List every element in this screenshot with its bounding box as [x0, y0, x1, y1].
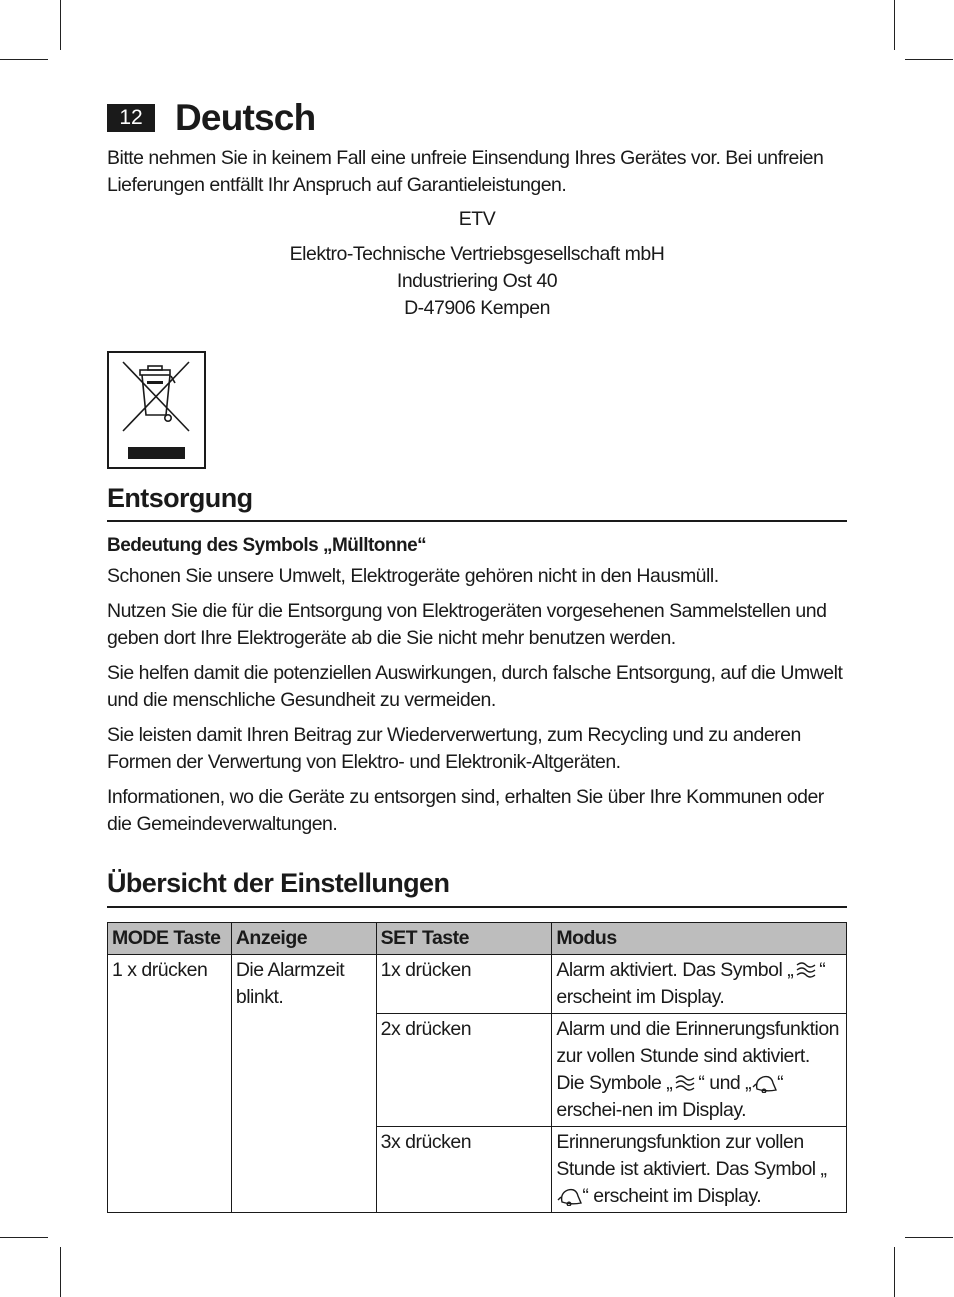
page-number: 12: [107, 104, 155, 132]
settings-heading: Übersicht der Einstellungen: [107, 868, 450, 898]
crop-mark: [60, 0, 61, 50]
divider: [107, 906, 847, 908]
crop-mark: [905, 59, 953, 60]
bell-icon: [751, 1073, 777, 1093]
mode-cell: [552, 1127, 847, 1213]
crop-mark: [894, 0, 895, 50]
disposal-heading: Entsorgung: [107, 483, 253, 513]
table-row: [108, 955, 847, 1014]
display-cell: Die Alarmzeit blinkt.: [231, 955, 376, 1213]
weee-symbol: [107, 351, 206, 469]
company-street: Industriering Ost 40: [396, 270, 558, 292]
column-header: Modus: [552, 923, 847, 955]
mode-text: “ und „: [698, 1072, 752, 1094]
mode-text: Alarm und die Erinnerungsfunktion zur vollen Stunde sind aktiviert. Die Symbole „: [556, 1018, 840, 1094]
warranty-notice: Bitte nehmen Sie in keinem Fall eine unfreie Einsendung Ihres Gerätes vor. Bei unfreien Lieferungen entfällt Ihr Anspruch auf Garantieleistungen.: [107, 147, 824, 196]
mode-text: “ erscheint im Display.: [582, 1185, 762, 1207]
company-name: Elektro-Technische Vertriebsgesellschaft mbH: [289, 243, 665, 265]
alarm-waves-icon: [672, 1073, 698, 1093]
set-press-cell: 2x drücken: [376, 1014, 552, 1127]
disposal-text: [107, 563, 849, 846]
crop-mark: [0, 59, 48, 60]
paragraph: Schonen Sie unsere Umwelt, Elektrogeräte gehören nicht in den Hausmüll.: [107, 565, 719, 587]
table-header-row: [108, 923, 847, 955]
mode-text: Alarm aktiviert. Das Symbol „: [556, 959, 794, 981]
paragraph: Sie leisten damit Ihren Beitrag zur Wiederverwertung, zum Recycling und zu anderen Formen der Verwertung von Elektro- und Elektronik-Altgeräten.: [107, 724, 801, 773]
crossed-out-wheelie-bin-icon: [109, 353, 204, 467]
paragraph: Informationen, wo die Geräte zu entsorgen sind, erhalten Sie über Ihre Kommunen oder die Gemeindeverwaltungen.: [107, 786, 824, 835]
column-header: SET Taste: [376, 923, 552, 955]
crop-mark: [894, 1247, 895, 1297]
divider: [107, 520, 847, 522]
crop-mark: [0, 1237, 48, 1238]
column-header: MODE Taste: [108, 923, 232, 955]
disposal-subheading: Bedeutung des Symbols „Mülltonne“: [107, 535, 427, 556]
mode-text: “ erscheint im Display.: [556, 959, 826, 1008]
crop-mark: [60, 1247, 61, 1297]
mode-text: “ erschei-nen im Display.: [556, 1072, 784, 1121]
settings-table: [107, 922, 847, 1213]
set-press-cell: 3x drücken: [376, 1127, 552, 1213]
paragraph: Sie helfen damit die potenziellen Auswirkungen, durch falsche Entsorgung, auf die Umwelt und die menschliche Gesundheit zu vermeiden.: [107, 662, 843, 711]
company-short: ETV: [458, 208, 496, 230]
company-city: D-47906 Kempen: [404, 297, 550, 319]
mode-cell: [552, 955, 847, 1014]
set-press-cell: 1x drücken: [376, 955, 552, 1014]
alarm-waves-icon: [793, 960, 819, 980]
column-header: Anzeige: [231, 923, 376, 955]
crop-mark: [905, 1237, 953, 1238]
page-header: [107, 98, 315, 138]
mode-cell: [552, 1014, 847, 1127]
mode-text: Erinnerungsfunktion zur vollen Stunde ist aktiviert. Das Symbol „: [556, 1131, 827, 1180]
paragraph: Nutzen Sie die für die Entsorgung von Elektrogeräten vorgesehenen Sammelstellen und geben dort Ihre Elektrogeräte ab die Sie nicht mehr benutzen werden.: [107, 600, 827, 649]
bell-icon: [556, 1186, 582, 1206]
mode-press-cell: 1 x drücken: [108, 955, 232, 1213]
page-title: Deutsch: [175, 97, 316, 138]
